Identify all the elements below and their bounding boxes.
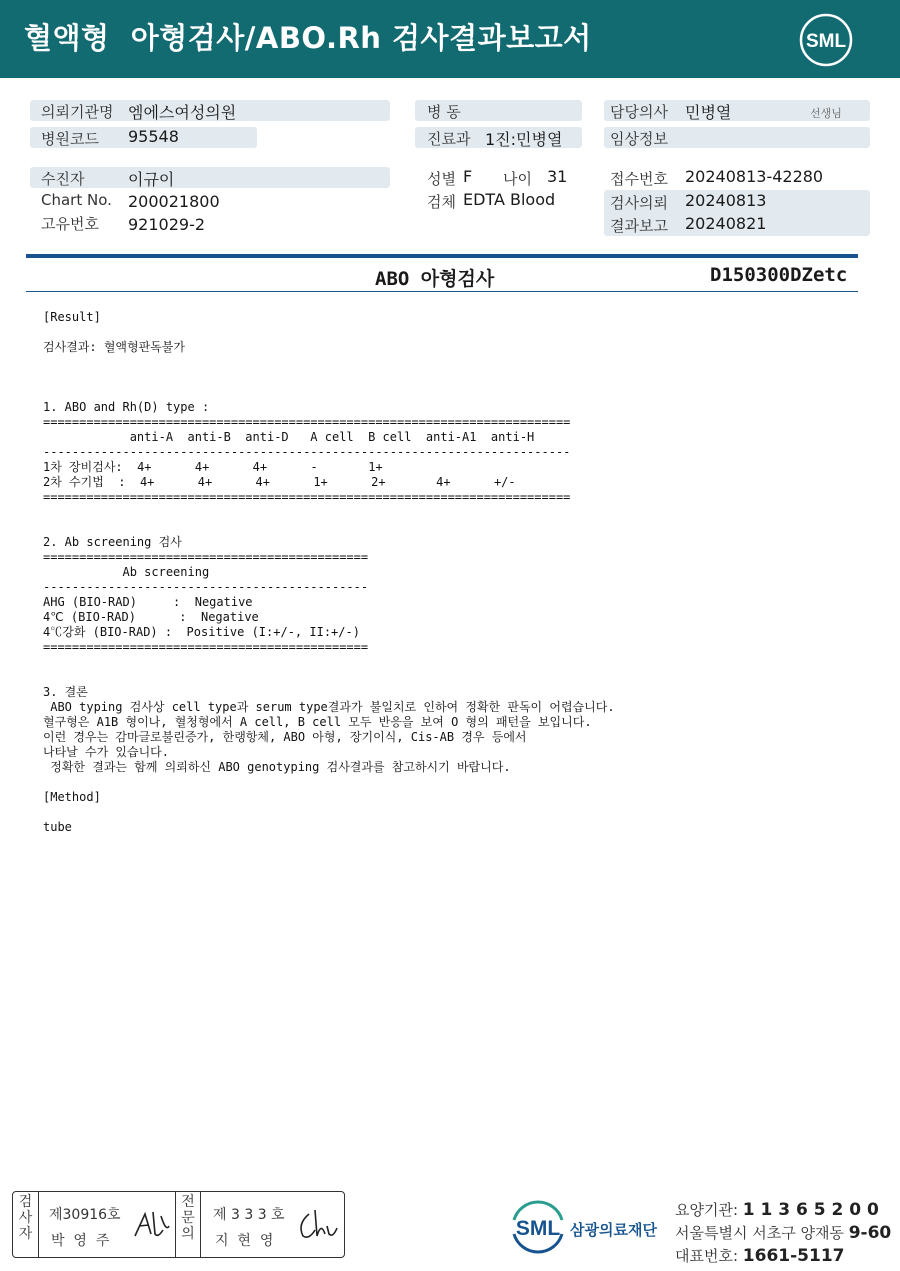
report-line: [43, 370, 615, 385]
report-line: =============================================: [43, 550, 369, 564]
section-title: ABO 아형검사: [375, 268, 495, 290]
report-line: =============================================: [43, 640, 369, 654]
chart-label: Chart No.: [41, 191, 112, 209]
patient-value: 이규이: [128, 170, 175, 189]
doctor-suffix: 선생님: [810, 107, 842, 120]
dept-value: 1진:민병열: [485, 130, 563, 149]
unique-label: 고유번호: [41, 215, 99, 233]
request-label: 검사의뢰: [610, 194, 668, 212]
clinical-label: 임상정보: [610, 130, 668, 148]
report-body: [43, 310, 615, 835]
hospital-code-label: 병원코드: [41, 130, 99, 148]
report-date-value: 20240821: [685, 214, 767, 233]
report-line: ABO typing 검사상 cell type과 serum type결과가 불일치로 인하여 정확한 판독이 어렵습니다.: [43, 700, 615, 714]
address-line: [675, 1222, 891, 1243]
request-value: 20240813: [685, 191, 767, 210]
report-line: [Method]: [43, 790, 101, 804]
report-line: 1차 장비검사: 4+ 4+ 4+ - 1+: [43, 460, 383, 474]
report-line: 정확한 결과는 함께 의뢰하신 ABO genotyping 검사결과를 참고하시기 바랍니다.: [43, 760, 511, 774]
specialist-label: 전 문 의: [175, 1192, 201, 1257]
foundation-name: 삼광의료재단: [570, 1221, 657, 1239]
specialist-name: 지 현 영: [215, 1233, 274, 1249]
report-line: 1. ABO and Rh(D) type :: [43, 400, 210, 414]
inspector-number: 제30916호: [49, 1207, 121, 1223]
report-date-label: 결과보고: [610, 217, 668, 235]
dept-label: 진료과: [427, 130, 471, 148]
specimen-label: 검체: [427, 193, 456, 211]
doctor-label: 담당의사: [610, 103, 668, 121]
doctor-value: 민병열: [685, 103, 732, 122]
specimen-value: EDTA Blood: [463, 190, 556, 209]
report-line: 검사결과: 혈액형판독불가: [43, 340, 185, 354]
signature-stamp: [12, 1191, 345, 1258]
age-value: 31: [547, 167, 568, 186]
ward-label: 병 동: [427, 103, 461, 121]
report-line: [43, 670, 615, 685]
report-line: [43, 355, 615, 370]
report-line: 4℃ (BIO-RAD) : Negative: [43, 610, 259, 624]
care-label: 요양기관:: [675, 1201, 739, 1219]
section-rule-bottom: [26, 291, 858, 292]
chart-value: 200021800: [128, 192, 220, 211]
report-line: 4℃강화 (BIO-RAD) : Positive (I:+/-, II:+/-): [43, 625, 360, 639]
report-line: anti-A anti-B anti-D A cell B cell anti-A1 anti-H: [43, 430, 535, 444]
report-line: [43, 775, 615, 790]
svg-text:SML: SML: [515, 1217, 561, 1240]
report-line: 혈구형은 A1B 형이나, 혈청형에서 A cell, B cell 모두 반응을 보여 O 형의 패턴을 보입니다.: [43, 715, 592, 729]
report-line: [Result]: [43, 310, 101, 324]
svg-text:SML: SML: [805, 31, 847, 52]
report-line: AHG (BIO-RAD) : Negative: [43, 595, 253, 609]
report-line: 나타날 수가 있습니다.: [43, 745, 170, 759]
report-line: [43, 805, 615, 820]
unique-value: 921029-2: [128, 215, 206, 234]
phone-number: 1661-5117: [742, 1246, 845, 1266]
report-line: Ab screening: [43, 565, 210, 579]
report-line: [43, 520, 615, 535]
report-line: =========================================================================: [43, 415, 571, 429]
report-line: 2. Ab screening 검사: [43, 535, 182, 549]
report-title: 혈액형 아형검사/ABO.Rh 검사결과보고서: [24, 21, 592, 55]
phone-line: [675, 1245, 844, 1266]
report-line: 3. 결론: [43, 685, 88, 699]
sex-label: 성별: [427, 170, 456, 188]
care-number: 1 1 3 6 5 2 0 0: [742, 1200, 879, 1220]
header-banner: [0, 0, 900, 78]
inspector-name: 박 영 주: [51, 1233, 110, 1249]
report-line: tube: [43, 820, 72, 834]
report-line: -------------------------------------------------------------------------: [43, 445, 571, 459]
report-line: [43, 385, 615, 400]
report-line: =========================================================================: [43, 490, 571, 504]
specialist-number: 제 3 3 3 호: [213, 1207, 285, 1223]
specialist-signature-icon: [295, 1206, 339, 1244]
address-number: 9-60: [848, 1223, 892, 1243]
age-label: 나이: [503, 170, 532, 188]
report-line: [43, 655, 615, 670]
report-line: [43, 505, 615, 520]
hospital-code-value: 95548: [128, 127, 179, 146]
section-rule-top: [26, 254, 858, 258]
report-line: 2차 수기법 : 4+ 4+ 4+ 1+ 2+ 4+ +/-: [43, 475, 516, 489]
inspector-signature-icon: [131, 1206, 173, 1244]
receipt-value: 20240813-42280: [685, 167, 824, 186]
institution-label: 의뢰기관명: [41, 103, 114, 121]
report-line: 이런 경우는 감마글로불린증가, 한랭항체, ABO 아형, 장기이식, Cis-AB 경우 등에서: [43, 730, 527, 744]
sex-value: F: [463, 167, 473, 186]
phone-label: 대표번호:: [675, 1247, 739, 1265]
receipt-label: 접수번호: [610, 170, 668, 188]
care-number-line: [675, 1199, 879, 1220]
patient-label: 수진자: [41, 170, 85, 188]
sml-logo-icon: [798, 12, 854, 68]
institution-value: 엠에스여성의원: [128, 103, 237, 122]
inspector-label: 검 사 자: [13, 1192, 39, 1257]
report-line: ---------------------------------------------: [43, 580, 369, 594]
report-line: [43, 325, 615, 340]
address-text: 서울특별시 서초구 양재동: [675, 1224, 844, 1242]
foundation-logo-icon: [508, 1198, 568, 1256]
section-code: D150300DZetc: [710, 264, 848, 286]
